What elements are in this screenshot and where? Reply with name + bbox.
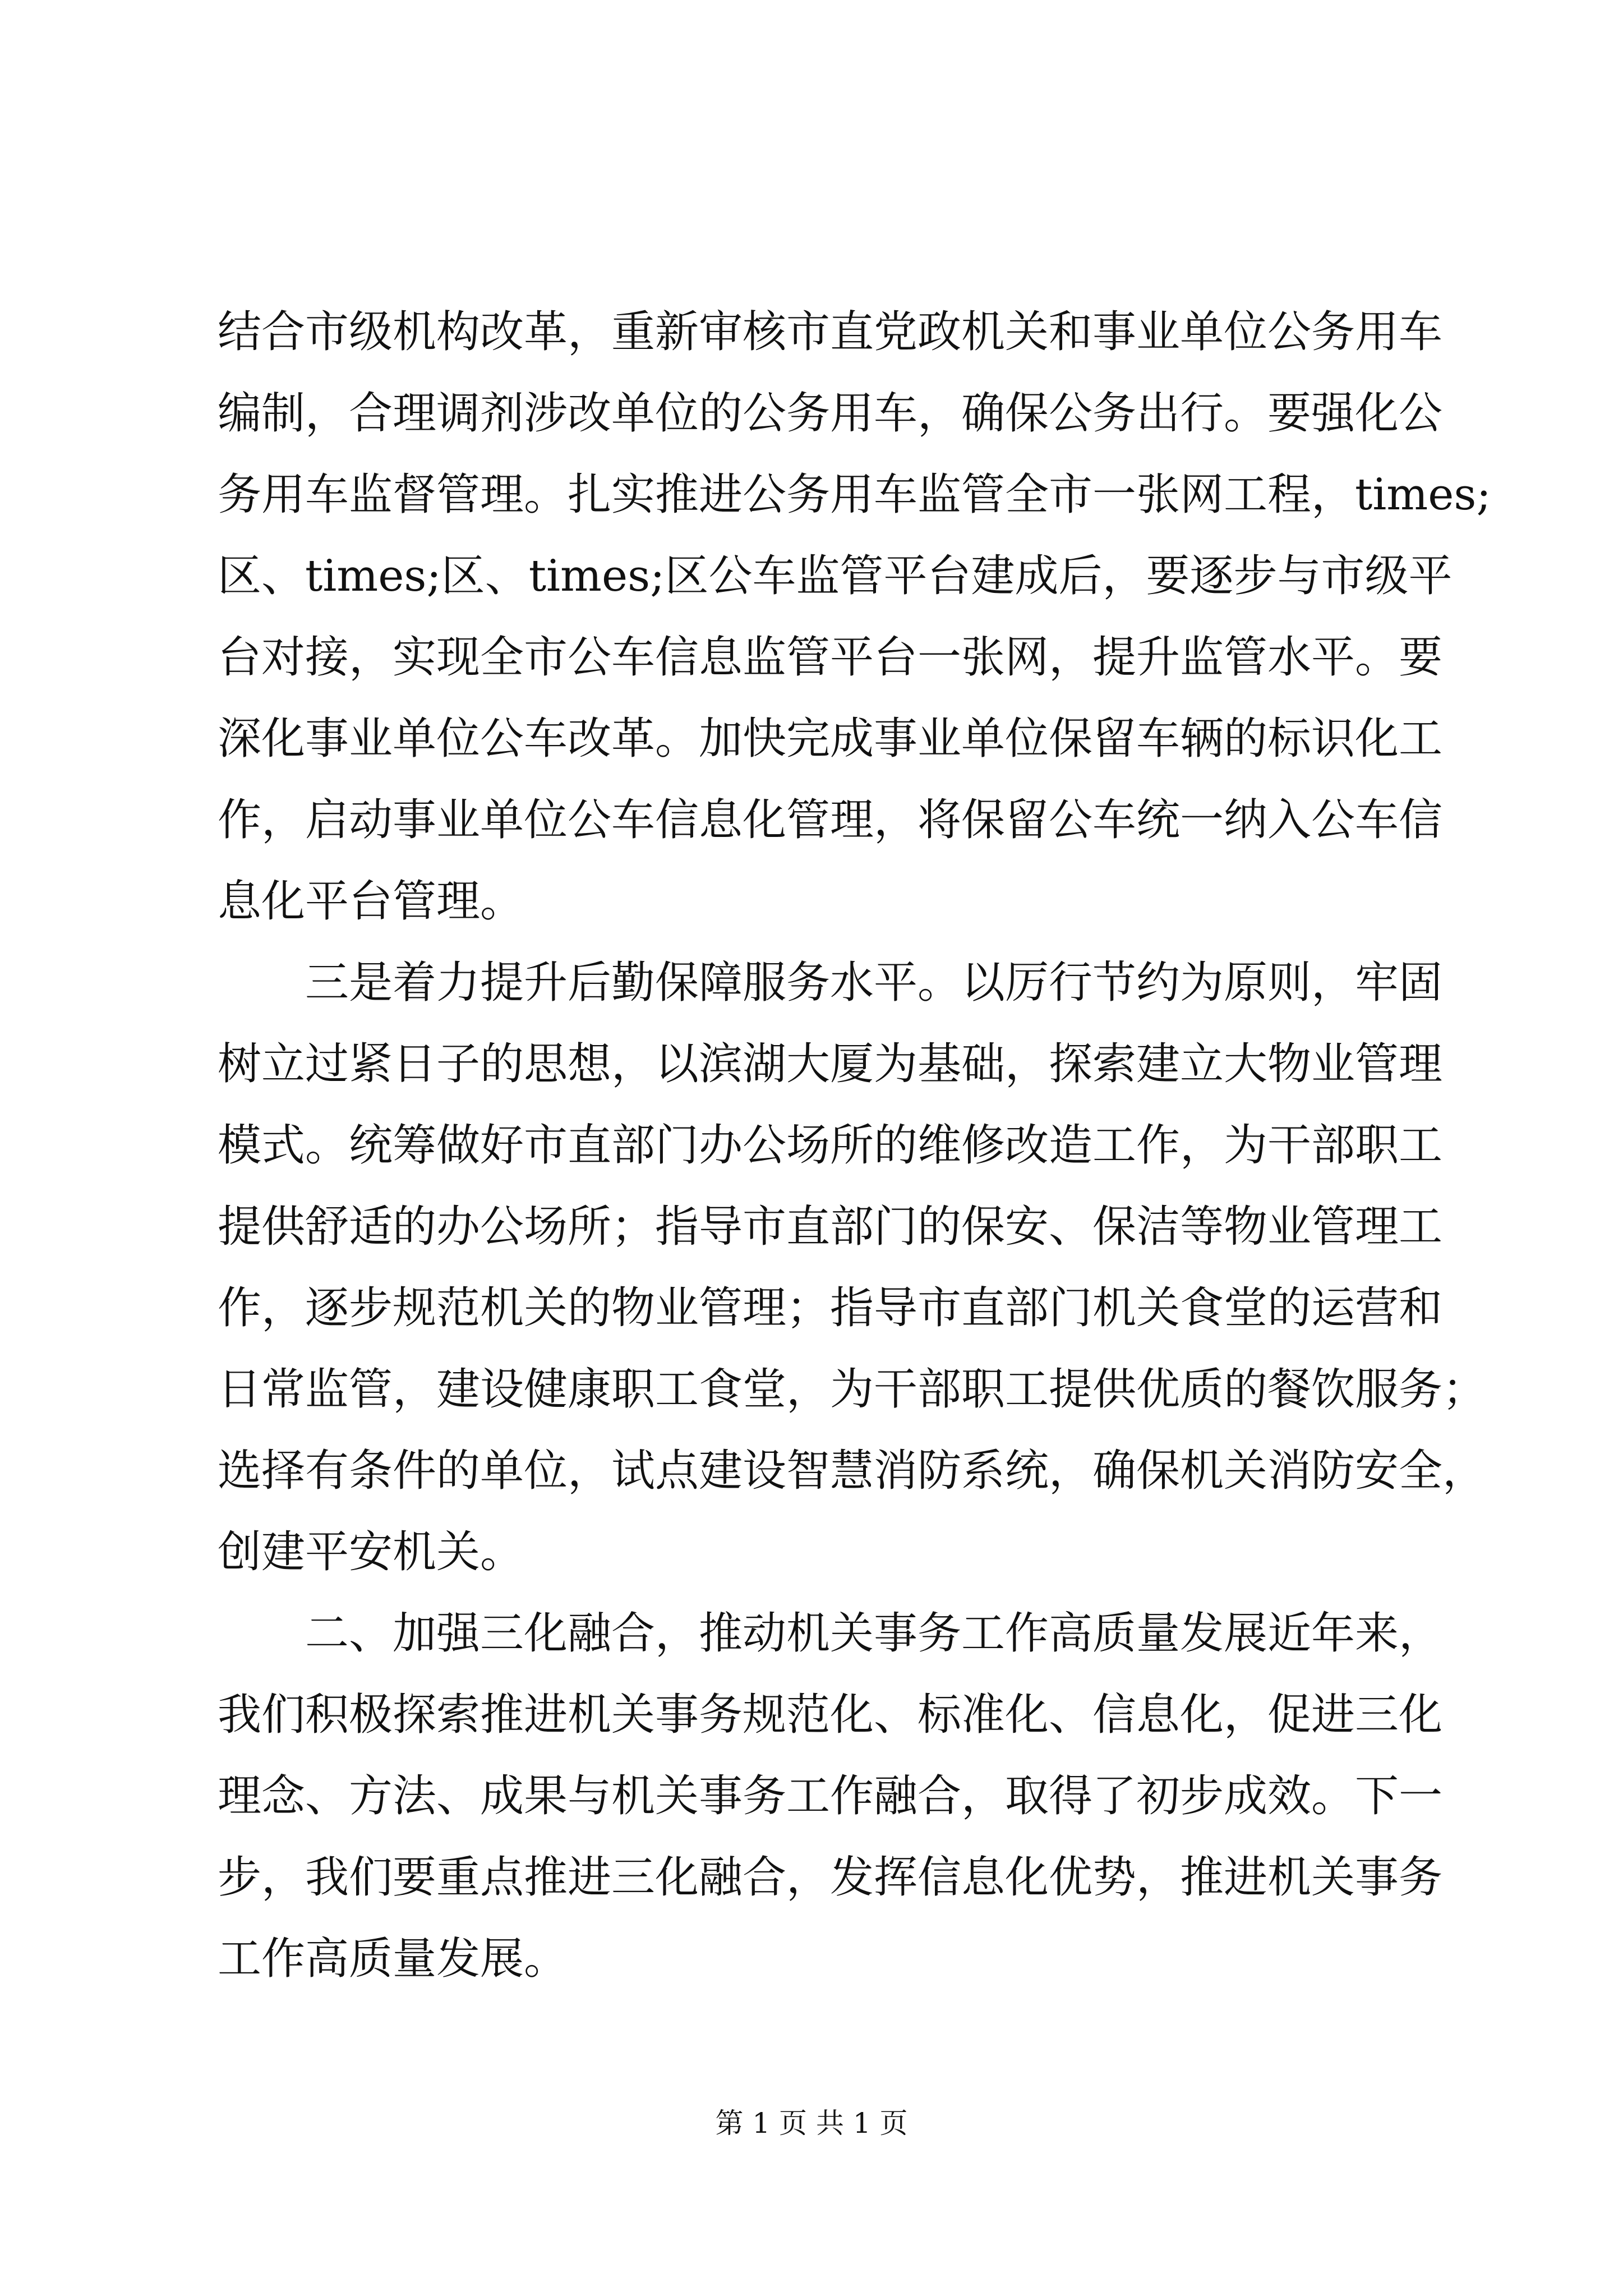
- paragraph-2: [218, 942, 1487, 1593]
- text-line: 编制，合理调剂涉改单位的公务用车，确保公务出行。要强化公: [218, 388, 1443, 439]
- text-line: 三是着力提升后勤保障服务水平。以厉行节约为原则，牢固: [305, 958, 1443, 1008]
- text-line: 区、times;区、times;区公车监管平台建成后，要逐步与市级平: [218, 551, 1453, 601]
- text-line: 二、加强三化融合，推动机关事务工作高质量发展近年来，: [305, 1608, 1443, 1659]
- page-number-label: 第 1 页 共 1 页: [715, 2107, 908, 2139]
- text-line: 选择有条件的单位，试点建设智慧消防系统，确保机关消防安全，: [218, 1446, 1487, 1496]
- text-line: 我们积极探索推进机关事务规范化、标准化、信息化，促进三化: [218, 1690, 1443, 1740]
- text-line: 模式。统筹做好市直部门办公场所的维修改造工作，为干部职工: [218, 1120, 1443, 1171]
- text-line: 步，我们要重点推进三化融合，发挥信息化优势，推进机关事务: [218, 1852, 1443, 1903]
- text-line: 提供舒适的办公场所；指导市直部门的保安、保洁等物业管理工: [218, 1202, 1443, 1252]
- paragraph-1: [218, 292, 1491, 942]
- text-line: 台对接，实现全市公车信息监管平台一张网，提升监管水平。要: [218, 632, 1443, 683]
- text-line: 务用车监督管理。扎实推进公务用车监管全市一张网工程，times;: [218, 470, 1491, 520]
- text-line: 作，启动事业单位公车信息化管理，将保留公车统一纳入公车信: [218, 795, 1443, 845]
- text-line: 工作高质量发展。: [218, 1934, 568, 1984]
- text-line: 树立过紧日子的思想，以滨湖大厦为基础，探索建立大物业管理: [218, 1039, 1443, 1089]
- text-line: 深化事业单位公车改革。加快完成事业单位保留车辆的标识化工: [218, 714, 1443, 764]
- page-footer: [0, 2104, 1623, 2143]
- document-body: [218, 292, 1491, 2000]
- text-line: 理念、方法、成果与机关事务工作融合，取得了初步成效。下一: [218, 1771, 1443, 1821]
- paragraph-3: [218, 1593, 1443, 2000]
- text-line: 创建平安机关。: [218, 1527, 524, 1577]
- text-line: 日常监管，建设健康职工食堂，为干部职工提供优质的餐饮服务；: [218, 1364, 1487, 1415]
- text-line: 作，逐步规范机关的物业管理；指导市直部门机关食堂的运营和: [218, 1283, 1443, 1333]
- text-line: 结合市级机构改革，重新审核市直党政机关和事业单位公务用车: [218, 307, 1443, 357]
- text-line: 息化平台管理。: [218, 876, 524, 927]
